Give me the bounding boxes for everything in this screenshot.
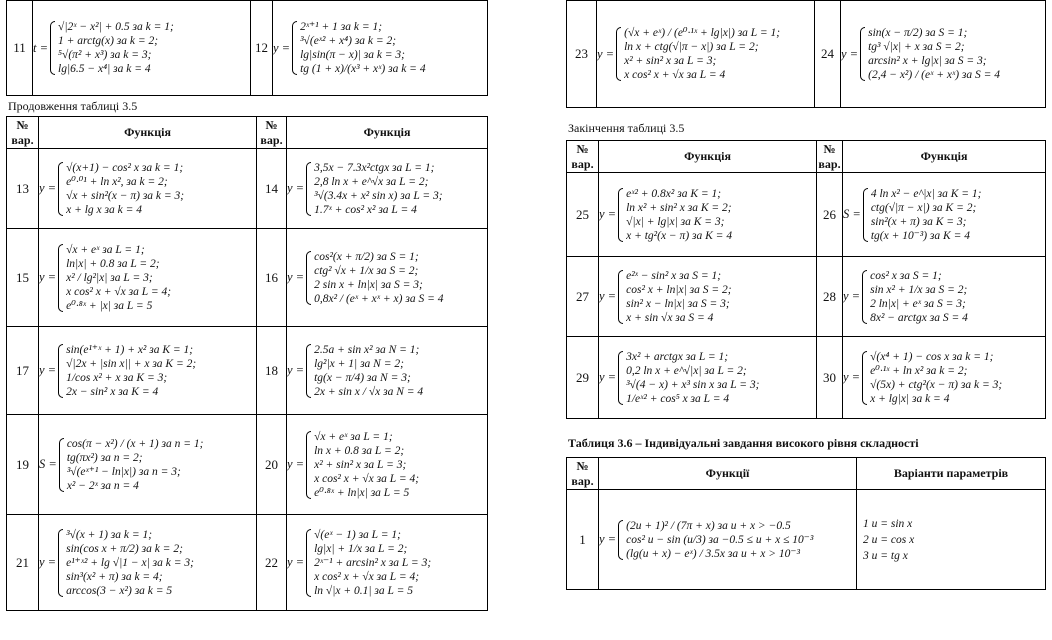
top-right-table <box>566 0 1046 108</box>
formula-lhs: y = <box>39 270 57 284</box>
formula-lhs: y = <box>599 532 617 546</box>
case-line: e¹⁺ˣ² + lg √|1 − x| за k = 3; <box>66 556 194 569</box>
formula-cell <box>841 1 1046 108</box>
table-row <box>7 327 488 415</box>
formula-lhs: y = <box>287 270 305 284</box>
formula-lhs: S = <box>843 207 861 221</box>
brace <box>306 162 311 216</box>
header-num: № вар. <box>567 458 599 490</box>
formula-lhs: y = <box>843 289 861 303</box>
case-line: ctg(√|π − x|) за K = 2; <box>870 201 977 214</box>
formula-cell <box>597 1 815 108</box>
formula-cases <box>868 26 1000 82</box>
case-line: x cos² x + √x за L = 4; <box>314 472 420 485</box>
formula-lhs: y = <box>599 370 617 384</box>
case-line: √|2x + |sin x|| + x за K = 2; <box>66 357 197 370</box>
case-line: ln x + ctg(√|π − x|) за L = 2; <box>624 41 759 53</box>
formula-cell <box>287 515 488 611</box>
case-line: 2ˣ⁻¹ + arcsin² x за L = 3; <box>314 556 432 569</box>
brace <box>618 351 623 405</box>
table-row <box>567 173 1046 257</box>
right-column <box>566 0 1046 590</box>
formula-cell <box>287 229 488 327</box>
case-line: 1 + arctg(x) за k = 2; <box>58 35 159 47</box>
formula-cell <box>39 229 257 327</box>
formula-cases <box>66 528 194 598</box>
case-line: √(eˣ − 1) за L = 1; <box>314 528 401 541</box>
case-line: eˣ² + 0.8x² за K = 1; <box>626 187 722 200</box>
case-line: 8x² − arctgx за S = 4 <box>870 311 968 324</box>
variant-number: 21 <box>7 515 39 611</box>
case-line: ³√(eˣ² + x⁴) за k = 2; <box>300 35 397 47</box>
formula-cell <box>599 173 817 257</box>
case-line: √(5x) + ctg²(x − π) за k = 3; <box>870 378 1003 391</box>
formula-cases <box>66 161 184 217</box>
formula-cell <box>843 337 1046 419</box>
case-line: 1/cos x² + x за K = 3; <box>66 371 168 384</box>
brace <box>616 27 621 81</box>
case-line: sin x² + 1/x за S = 2; <box>870 283 968 296</box>
case-line: cos²(x + π/2) за S = 1; <box>314 250 419 263</box>
brace <box>58 344 63 398</box>
variant-number: 26 <box>817 173 843 257</box>
table-caption: Таблиця 3.6 – Індивідуальні завдання високого рівня складності <box>568 436 919 450</box>
case-line: x² + sin² x за L = 3; <box>314 458 407 471</box>
case-line: tg³ √|x| + x за S = 2; <box>868 41 965 53</box>
header-params: Варіанти параметрів <box>857 458 1046 490</box>
formula-lhs: y = <box>287 181 305 195</box>
variant-number: 18 <box>257 327 287 415</box>
brace <box>862 351 867 405</box>
case-line: 4 ln x² − e^|x| за K = 1; <box>870 187 982 200</box>
brace <box>618 270 623 324</box>
variant-number: 25 <box>567 173 599 257</box>
header-num: № вар. <box>7 117 39 149</box>
formula-cell <box>39 149 257 229</box>
formula-cell <box>843 173 1046 257</box>
case-line: sin(e¹⁺ˣ + 1) + x² за K = 1; <box>66 343 194 356</box>
brace <box>863 188 868 242</box>
case-line: ln|x| + 0.8 за L = 2; <box>66 257 160 270</box>
table-caption: Закінчення таблиці 3.5 <box>568 121 685 135</box>
variant-number: 16 <box>257 229 287 327</box>
table-row <box>7 415 488 515</box>
case-line: 2 ln|x| + eˣ за S = 3; <box>870 297 966 310</box>
case-line: 1/eˣ² + cos⁵ x за L = 4 <box>626 392 730 405</box>
table-caption: Продовження таблиці 3.5 <box>8 99 138 113</box>
case-line: tg (1 + x)/(x³ + xˣ) за k = 4 <box>300 63 426 75</box>
case-line: tg(x + 10⁻³) за K = 4 <box>870 229 970 242</box>
variant-number: 12 <box>251 1 273 96</box>
formula-lhs: S = <box>39 457 57 471</box>
case-line: 0,8x² / (eˣ + xˣ + x) за S = 4 <box>314 292 444 305</box>
formula-cell <box>843 257 1046 337</box>
case-line: tg(x − π/4) за N = 3; <box>314 371 411 384</box>
case-line: e⁰·⁸ˣ + |x| за L = 5 <box>66 299 153 312</box>
case-line: (2,4 − x²) / (eˣ + xˣ) за S = 4 <box>868 69 1001 81</box>
variant-number: 22 <box>257 515 287 611</box>
formula-cases <box>871 187 982 243</box>
brace <box>58 162 63 216</box>
case-line: (2u + 1)² / (7π + x) за u + x > −0.5 <box>626 519 791 532</box>
case-line: e⁰·⁰¹ + ln x², за k = 2; <box>66 175 168 188</box>
param-line: 2 u = cos x <box>863 533 915 546</box>
case-line: ln √|x + 0.1| за L = 5 <box>314 584 413 597</box>
brace <box>292 21 297 75</box>
case-line: lg²|x + 1| за N = 2; <box>314 357 404 370</box>
brace <box>306 251 311 305</box>
formula-cell <box>33 1 251 96</box>
case-line: tg(πx²) за n = 2; <box>66 451 143 464</box>
case-line: sin(x − π/2) за S = 1; <box>868 27 968 39</box>
case-line: ³√(3.4x + x² sin x) за L = 3; <box>314 189 443 202</box>
case-line: 2x + sin x / √x за N = 4 <box>314 385 424 398</box>
formula-cases <box>314 161 443 217</box>
case-line: lg|sin(π − x)| за k = 3; <box>300 49 406 61</box>
case-line: arccos(3 − x²) за k = 5 <box>66 584 173 597</box>
case-line: x + sin √x за S = 4 <box>626 311 714 324</box>
case-line: e⁰·⁸ˣ + ln|x| за L = 5 <box>314 486 410 499</box>
brace <box>618 520 623 560</box>
formula-cases <box>66 243 171 313</box>
formula-cases <box>626 519 813 561</box>
formula-lhs: t = <box>33 40 49 55</box>
variant-number: 24 <box>815 1 841 108</box>
variant-number: 14 <box>257 149 287 229</box>
param-line: 1 u = sin x <box>863 517 913 530</box>
case-line: cos² u − sin (u/3) за −0.5 ≤ u + x ≤ 10⁻³ <box>626 533 814 546</box>
case-line: e²ˣ − sin² x за S = 1; <box>626 269 722 282</box>
case-line: ³√(eˣ⁺¹ − ln|x|) за n = 3; <box>66 465 181 478</box>
variant-number: 30 <box>817 337 843 419</box>
case-line: lg|x| + 1/x за L = 2; <box>314 542 408 555</box>
formula-cases <box>314 250 443 306</box>
formula-lhs: y = <box>599 207 617 221</box>
case-line: cos² x за S = 1; <box>870 269 942 282</box>
brace <box>306 529 311 597</box>
case-line: (√x + eˣ) / (e⁰·¹ˣ + lg|x|) за L = 1; <box>624 27 781 39</box>
case-line: x cos² x + √x за L = 4 <box>624 69 726 81</box>
case-line: √|x| + lg|x| за K = 3; <box>626 215 725 228</box>
params-cell <box>857 490 1046 590</box>
formula-lhs: y = <box>597 46 615 61</box>
brace <box>862 270 867 324</box>
formula-lhs: y = <box>273 40 291 55</box>
variant-number: 27 <box>567 257 599 337</box>
formula-lhs: y = <box>287 363 305 377</box>
case-line: ⁵√(π² + x³) за k = 3; <box>58 49 152 61</box>
case-line: e⁰·¹ˣ + ln x² за k = 2; <box>870 364 968 377</box>
variant-number: 20 <box>257 415 287 515</box>
formula-lhs: y = <box>39 181 57 195</box>
formula-cases <box>626 350 759 406</box>
formula-lhs: y = <box>39 363 57 377</box>
case-line: lg|6.5 − x⁴| за k = 4 <box>58 63 151 75</box>
param-line: 3 u = tg x <box>863 549 908 562</box>
formula-cases <box>67 437 204 493</box>
case-line: sin²(x + π) за K = 3; <box>870 215 967 228</box>
header-funcs: Функції <box>599 458 857 490</box>
case-line: x + tg²(x − π) за K = 4 <box>626 229 733 242</box>
table-row <box>567 490 1046 590</box>
formula-cases <box>58 20 174 76</box>
case-line: cos(π − x²) / (x + 1) за n = 1; <box>66 437 204 450</box>
table-row <box>567 337 1046 419</box>
case-line: (lg(u + x) − eˣ) / 3.5x за u + x > 10⁻³ <box>626 547 800 560</box>
table-3-6 <box>566 457 1046 590</box>
table-row <box>7 149 488 229</box>
brace <box>59 438 64 492</box>
formula-cases <box>314 343 423 399</box>
formula-cell <box>39 415 257 515</box>
variant-number: 13 <box>7 149 39 229</box>
case-line: x + lg x за k = 4 <box>66 203 142 216</box>
case-line: x cos² x + √x за L = 4; <box>66 285 172 298</box>
top-left-table <box>6 0 488 96</box>
formula-lhs: y = <box>287 555 305 569</box>
case-line: x² + sin² x за L = 3; <box>624 55 717 67</box>
formula-cases <box>314 528 431 598</box>
table-row <box>7 229 488 327</box>
variant-number: 15 <box>7 229 39 327</box>
formula-cell <box>39 327 257 415</box>
formula-cases <box>626 187 732 243</box>
case-line: √(x+1) − cos² x за k = 1; <box>66 161 184 174</box>
end-table <box>566 140 1046 419</box>
variant-number: 1 <box>567 490 599 590</box>
case-line: 1.7ˣ + cos² x² за L = 4 <box>314 203 417 216</box>
table-header-row <box>567 458 1046 490</box>
table-row <box>567 257 1046 337</box>
formula-cases <box>624 26 780 82</box>
case-line: sin³(x² + π) за k = 4; <box>66 570 163 583</box>
case-line: ³√(x + 1) за k = 1; <box>66 528 153 541</box>
variant-number: 23 <box>567 1 597 108</box>
case-line: x² − 2ˣ за n = 4 <box>66 479 139 492</box>
header-func: Функція <box>843 141 1046 173</box>
continuation-table <box>6 116 488 611</box>
header-func: Функція <box>39 117 257 149</box>
case-line: √(x⁴ + 1) − cos x за k = 1; <box>870 350 994 363</box>
case-line: 0,2 ln x + e^√|x| за L = 2; <box>626 364 747 377</box>
case-line: 2,8 ln x + e^√x за L = 2; <box>314 175 429 188</box>
case-line: √x + eˣ за L = 1; <box>66 243 145 256</box>
formula-lhs: y = <box>841 46 859 61</box>
header-num: № вар. <box>818 141 841 171</box>
formula-cell <box>287 415 488 515</box>
case-line: 2ˣ⁺¹ + 1 за k = 1; <box>300 21 383 33</box>
case-line: sin² x − ln|x| за S = 3; <box>626 297 730 310</box>
formula-lhs: y = <box>287 457 305 471</box>
table-row <box>567 1 1046 108</box>
formula-cases <box>870 350 1002 406</box>
formula-lhs: y = <box>843 370 861 384</box>
left-column <box>6 0 488 611</box>
variant-number: 29 <box>567 337 599 419</box>
header-num: № вар. <box>257 117 287 149</box>
brace <box>50 21 55 75</box>
formula-cell <box>287 327 488 415</box>
case-line: ln x + 0.8 за L = 2; <box>314 444 405 457</box>
brace <box>306 344 311 398</box>
case-line: 2 sin x + ln|x| за S = 3; <box>314 278 423 291</box>
formula-cell <box>273 1 488 96</box>
case-line: ctg² √x + 1/x за S = 2; <box>314 264 419 277</box>
case-line: 3,5x − 7.3x²ctgx за L = 1; <box>314 161 435 174</box>
formula-cases <box>300 20 425 76</box>
brace <box>58 244 63 312</box>
case-line: arcsin² x + lg|x| за S = 3; <box>868 55 987 67</box>
case-line: x cos² x + √x за L = 4; <box>314 570 420 583</box>
table-header-row <box>567 141 1046 173</box>
case-line: √x + eˣ за L = 1; <box>314 430 393 443</box>
brace <box>618 188 623 242</box>
table-header-row <box>7 117 488 149</box>
brace <box>306 431 311 499</box>
case-line: x + lg|x| за k = 4 <box>870 392 950 405</box>
brace <box>860 27 865 81</box>
variant-number: 11 <box>7 1 33 96</box>
formula-cell <box>39 515 257 611</box>
header-num: № вар. <box>567 141 599 173</box>
formula-cell <box>599 337 817 419</box>
case-line: sin(cos x + π/2) за k = 2; <box>66 542 183 555</box>
formula-cases <box>626 269 731 325</box>
table-row <box>7 1 488 96</box>
formula-cases <box>314 430 419 500</box>
case-line: x² / lg²|x| за L = 3; <box>66 271 153 284</box>
variant-number: 19 <box>7 415 39 515</box>
formula-lhs: y = <box>39 555 57 569</box>
formula-cases <box>870 269 968 325</box>
variant-number: 28 <box>817 257 843 337</box>
formula-lhs: y = <box>599 289 617 303</box>
case-line: √x + sin²(x − π) за k = 3; <box>66 189 185 202</box>
case-line: 3x² + arctgx за L = 1; <box>626 350 729 363</box>
brace <box>58 529 63 597</box>
header-func: Функція <box>287 117 488 149</box>
case-line: ³√(4 − x) + x³ sin x за L = 3; <box>626 378 760 391</box>
case-line: √|2ˣ − x²| + 0.5 за k = 1; <box>58 21 174 33</box>
table-row <box>7 515 488 611</box>
case-line: cos² x + ln|x| за S = 2; <box>626 283 732 296</box>
formula-cell <box>287 149 488 229</box>
case-line: 2.5a + sin x² за N = 1; <box>314 343 420 356</box>
variant-number: 17 <box>7 327 39 415</box>
header-func: Функція <box>599 141 817 173</box>
formula-cell <box>599 257 817 337</box>
case-line: 2x − sin² x за K = 4 <box>66 385 159 398</box>
formula-cell <box>599 490 857 590</box>
formula-cases <box>66 343 196 399</box>
case-line: ln x² + sin² x за K = 2; <box>626 201 732 214</box>
